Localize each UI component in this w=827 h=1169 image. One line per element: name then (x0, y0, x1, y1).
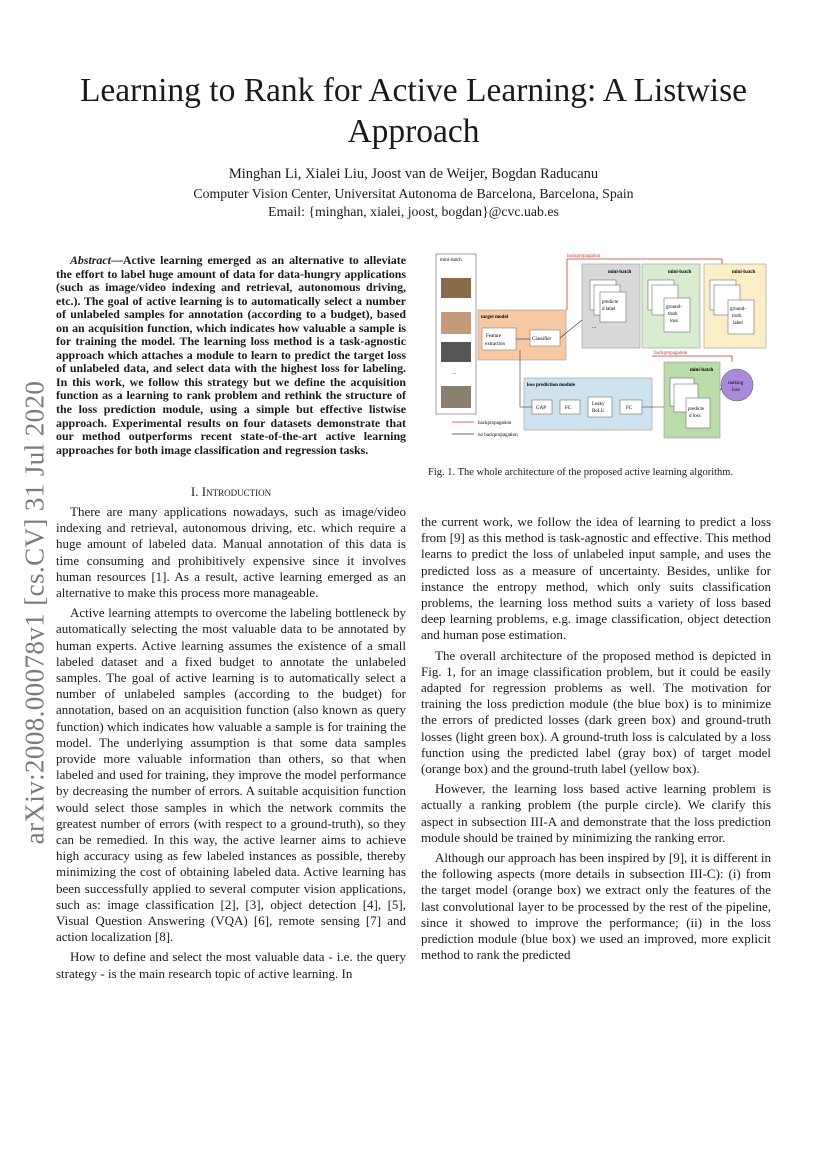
loss-text: loss (670, 319, 678, 324)
gap-text: GAP (536, 406, 547, 411)
ellipsis: ... (452, 370, 457, 376)
loss-prediction-module-label: loss prediction module (527, 383, 575, 388)
mini-batch-label: mini-batch (690, 368, 714, 373)
predicted-label-text: d label (602, 307, 616, 312)
ellipsis: ... (592, 324, 597, 330)
paragraph: the current work, we follow the idea of learning to predict a loss from [9] as this method is task-agnostic and effective. This method learns to predict the loss of unlabeled input sample, and uses the predicted loss as a measure of uncertainty. Besides, unlike for instance the entropy method, which only suits classification problems, the learning loss method suits a variety of loss based deep learning problems, e.g. image classification, object detection and human pose estimation. (421, 514, 771, 643)
paragraph: There are many applications nowadays, such as image/video indexing and retrieval, autonomous driving, etc. which require a huge amount of labeled data. Manual annotation of this data is time consuming and prohibitively expensive since it involves human resources [1]. As a result, active learning emerged as an alternative to make this process more manageable. (56, 504, 406, 601)
leaky-relu-text: Leaky (592, 402, 605, 407)
right-column-body (421, 514, 771, 967)
paragraph: Although our approach has been inspired by [9], it is different in the following aspects (more details in subsection III-C): (i) from the target model (orange box) we extract only the features of the last convolutional layer to be processed by the rest of the pipeline, since it showed to improve the performance; (ii) in the loss prediction module (blue box) we used an improved, more explicit method to rank the predicted (421, 850, 771, 963)
label-text: label (733, 321, 743, 326)
mini-batch-label: mini-batch (732, 270, 756, 275)
paragraph: Active learning attempts to overcome the labeling bottleneck by automatically selecting the most valuable data to be annotated by human experts. Active learning assumes the existence of a small labeled dataset and a fixed budget to annotate the unlabeled samples. The goal of active learning is to automatically select a number of unlabeled samples (according to the budget) for annotation, based on an acquisition function (also known as query function) which indicates how valuable a sample is for training the model. The underlying assumption is that some data samples provide more valuable information than others, so that when labeled and used for training, they improve the model performance by decreasing the number of errors. A suitable acquisition function would select those samples in which the network commits the greatest number of errors (with respect to a ground-truth), so they can be remedied. In this way, the active learner aims to achieve high accuracy using as few labeled instances as possible, thereby minimizing the cost of obtaining labeled data. Active learning has been successfully applied to several computer vision applications, such as: image classification [2], [3], object detection [4], [5], Visual Question Answering (VQA) [6], remote sensing [7] and action localization [8]. (56, 605, 406, 945)
section-number: I. (190, 484, 199, 499)
backprop-label: backpropagation (567, 254, 601, 259)
feature-extraction-text: Feature (486, 334, 501, 339)
mini-batch-label: mini-batch (668, 270, 692, 275)
feature-extraction-text: extraction (485, 342, 505, 347)
mini-batch-label: mini-batch (608, 270, 632, 275)
left-column-body (56, 504, 406, 986)
sample-image-icon (441, 278, 471, 298)
backprop-label: backpropagation (654, 351, 688, 356)
backprop-arrow (567, 259, 722, 264)
section-heading (56, 484, 406, 500)
predicted-loss-text: predicte (688, 407, 705, 412)
arxiv-stamp: arXiv:2008.00078v1 [cs.CV] 31 Jul 2020 (19, 380, 50, 845)
ground-truth-text: truth (732, 314, 742, 319)
mini-batch-label: mini-batch (440, 258, 462, 263)
sample-image-icon (441, 312, 471, 334)
abstract-label: Abstract (70, 253, 111, 267)
leaky-relu-text: ReLU (592, 409, 605, 414)
affiliation: Computer Vision Center, Universitat Autonoma de Barcelona, Barcelona, Spain (193, 186, 634, 201)
paper-title: Learning to Rank for Active Learning: A Listwise Approach (79, 72, 748, 150)
classifier-text: Classifier (532, 337, 552, 342)
ground-truth-text: ground- (730, 307, 746, 312)
ground-truth-text: truth (668, 312, 678, 317)
figure-caption: Fig. 1. The whole architecture of the proposed active learning algorithm. (428, 467, 734, 478)
paragraph: However, the learning loss based active learning problem is actually a ranking problem (the purple circle). We clarify this aspect in subsection III-A and demonstrate that the loss prediction module should be trained by minimizing the ranking error. (421, 781, 771, 845)
sample-image-icon (441, 386, 471, 408)
paragraph: How to define and select the most valuable data - i.e. the query strategy - is the main research topic of active learning. In (56, 949, 406, 981)
architecture-figure (432, 250, 772, 450)
sample-image-icon (441, 342, 471, 362)
section-title: Introduction (201, 484, 272, 499)
legend-backprop: backpropagation (478, 421, 512, 426)
predicted-label-text: predicte (602, 300, 619, 305)
author-list: Minghan Li, Xialei Liu, Joost van de Weijer, Bogdan Raducanu (228, 166, 599, 182)
ground-truth-text: ground- (666, 305, 682, 310)
abstract (56, 254, 406, 457)
fc-text: FC (565, 406, 572, 411)
email-line: Email: {minghan, xialei, joost, bogdan}@cvc.uab.es (268, 204, 559, 219)
fc-text: FC (626, 406, 633, 411)
ranking-loss-text: ranking (728, 381, 744, 386)
abstract-text: —Active learning emerged as an alternative to alleviate the effort to label huge amount of data for data-hungry applications (such as image/video indexing and retrieval, autonomous driving, etc.). The goal of active learning is to automatically select a number of unlabeled samples for annotation (according to a budget), based on an acquisition function, which indicates how valuable a sample is for training the model. The learning loss method is a task-agnostic approach which attaches a module to learn to predict the target loss of unlabeled data, and select data with the highest loss for labeling. In this work, we follow this strategy but we define the acquisition function as a learning to rank problem and rethink the structure of the loss prediction module, using a simple but effective listwise approach. Experimental results on four datasets demonstrate that our method outperforms recent state-of-the-art active learning approaches for both image classification and regression tasks. (56, 253, 406, 457)
ranking-loss-text: loss (732, 388, 740, 393)
target-model-label: target model (481, 315, 509, 320)
legend-no-backprop: no backpropagation (478, 433, 518, 438)
paragraph: The overall architecture of the proposed method is depicted in Fig. 1, for an image classification problem, but it could be easily adapted for regression problems as well. The motivation for training the loss prediction module (the blue box) is to minimize the errors of predicted losses (dark green box) and ground-truth losses (light green box). A ground-truth loss is calculated by a loss function using the predicted label (gray box) of target model (orange box) and the ground-truth label (yellow box). (421, 647, 771, 777)
predicted-loss-text: d loss (689, 414, 701, 419)
